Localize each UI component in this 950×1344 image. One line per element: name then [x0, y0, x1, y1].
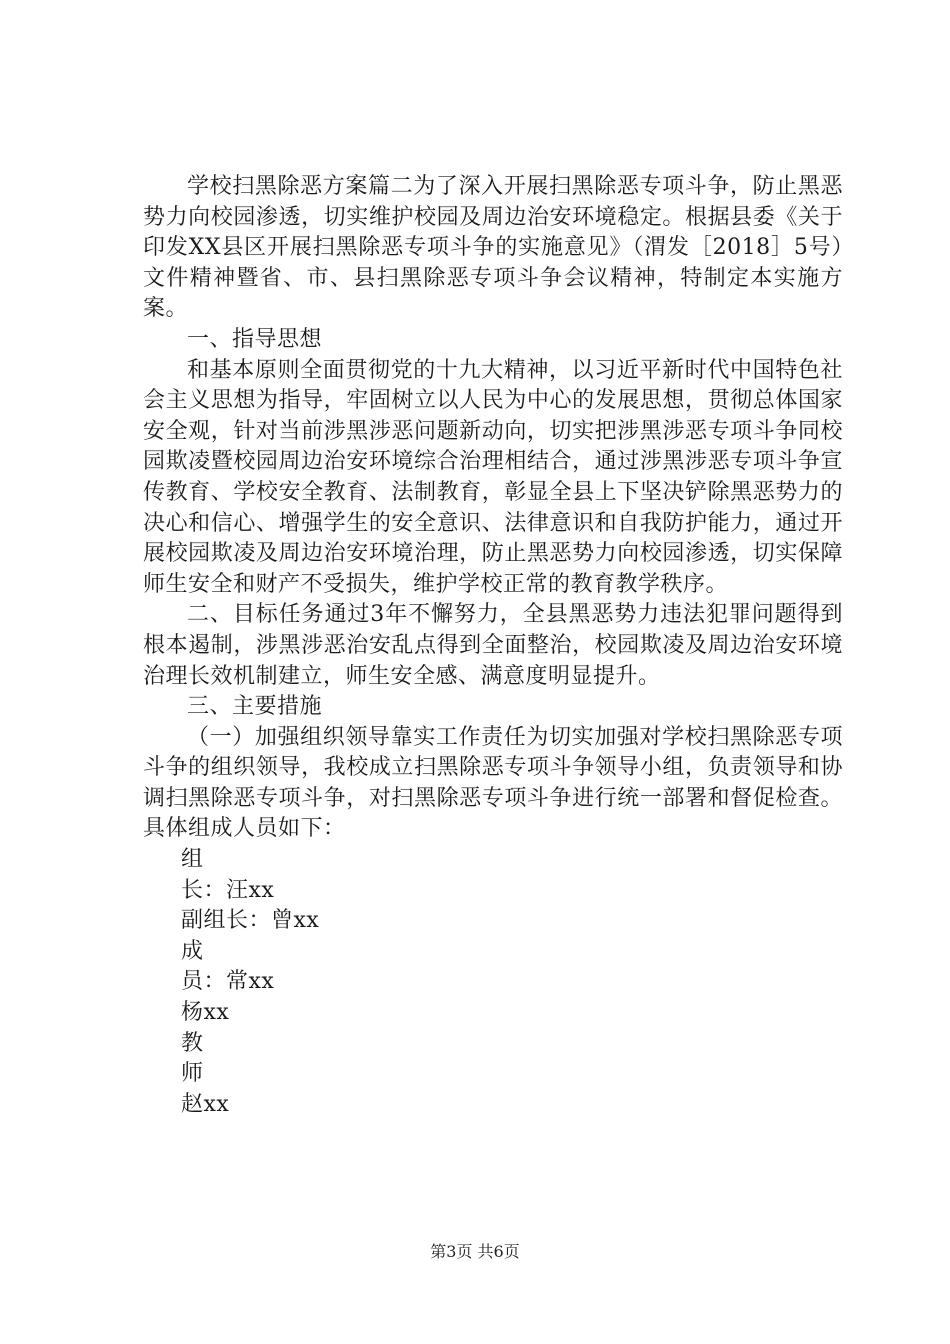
member-line: 组: [181, 847, 204, 873]
member-line: 教: [181, 1030, 204, 1056]
member-line: 成: [181, 938, 204, 964]
section-heading-guiding-ideology: 一、指导思想: [187, 326, 323, 352]
guiding-ideology-paragraph: 和基本原则全面贯彻党的十九大精神，以习近平新时代中国特色社会主义思想为指导，牢固树立以人民为中心的发展思想，贯彻总体国家安全观，针对当前涉黑涉恶问题新动向，切实把涉黑涉恶专项斗争同校园欺凌暨校园周边治安环境综合治理相结合，通过涉黑涉恶专项斗争宣传教育、学校安全教育、法制教育，彰显全县上下坚决铲除黑恶势力的决心和信心、增强学生的安全意识、法律意识和自我防护能力，通过开展校园欺凌及周边治安环境治理，防止黑恶势力向校园渗透，切实保障师生安全和财产不受损失，维护学校正常的教育教学秩序。: [143, 357, 843, 597]
organization-paragraph: （一）加强组织领导靠实工作责任为切实加强对学校扫黑除恶专项斗争的组织领导，我校成立扫黑除恶专项斗争领导小组，负责领导和协调扫黑除恶专项斗争，对扫黑除恶专项斗争进行统一部署和督促检查。具体组成人员如下：: [143, 724, 843, 842]
member-line: 赵xx: [181, 1091, 230, 1117]
document-body: [143, 172, 843, 1120]
intro-paragraph: 学校扫黑除恶方案篇二为了深入开展扫黑除恶专项斗争，防止黑恶势力向校园渗透，切实维护校园及周边治安环境稳定。根据县委《关于印发XX县区开展扫黑除恶专项斗争的实施意见》（渭发［2018］5号）文件精神暨省、市、县扫黑除恶专项斗争会议精神，特制定本实施方案。: [143, 174, 843, 322]
member-line: 长：汪xx: [181, 877, 275, 903]
page-number-label: 第3页 共6页: [430, 1242, 520, 1261]
section-heading-main-measures: 三、主要措施: [187, 694, 323, 720]
member-line: 副组长：曾xx: [181, 908, 320, 934]
member-line: 杨xx: [181, 1000, 230, 1026]
member-line: 师: [181, 1061, 204, 1087]
member-list: [143, 845, 843, 1120]
member-line: 员：常xx: [181, 969, 275, 995]
page-footer: [0, 1242, 950, 1262]
objectives-paragraph: 二、目标任务通过3年不懈努力，全县黑恶势力违法犯罪问题得到根本遏制，涉黑涉恶治安乱点得到全面整治，校园欺凌及周边治安环境治理长效机制建立，师生安全感、满意度明显提升。: [143, 602, 843, 689]
